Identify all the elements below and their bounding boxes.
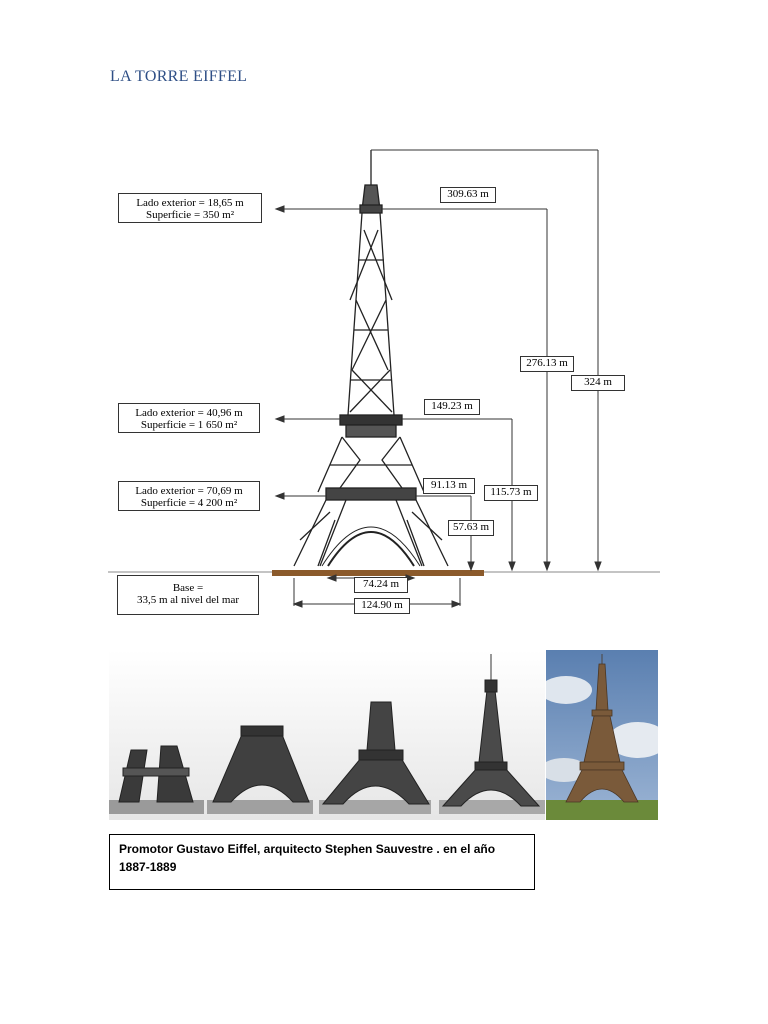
- dim-third-height: 276.13 m: [520, 356, 574, 372]
- info-base-line1: Base =: [172, 582, 204, 594]
- info-box-second: [118, 403, 260, 433]
- dim-arch-span: 74.24 m: [354, 577, 408, 593]
- eiffel-color-photo: [546, 650, 658, 820]
- caption-line2: 1887-1889: [119, 860, 177, 874]
- info-base-line2: 33,5 m al nivel del mar: [136, 594, 240, 606]
- caption-line1: Promotor Gustavo Eiffel, arquitecto Stephen Sauvestre . en el año: [119, 842, 496, 856]
- info-second-line1: Lado exterior = 40,96 m: [135, 407, 243, 419]
- info-first-line1: Lado exterior = 70,69 m: [135, 485, 243, 497]
- info-box-top: [118, 193, 262, 223]
- caption-box: [109, 834, 535, 890]
- info-box-first: [118, 481, 260, 511]
- dim-first-platform: 91.13 m: [423, 478, 475, 494]
- info-first-line2: Superficie = 4 200 m²: [140, 497, 238, 509]
- dim-base-width: 124.90 m: [354, 598, 410, 614]
- dim-total-height: 324 m: [571, 375, 625, 391]
- info-box-base: [117, 575, 259, 615]
- info-top-line2: Superficie = 350 m²: [145, 209, 234, 221]
- page-title: LA TORRE EIFFEL: [110, 68, 248, 85]
- dim-second-platform: 149.23 m: [424, 399, 480, 415]
- dim-first-height: 57.63 m: [448, 520, 494, 536]
- dim-top-platform: 309.63 m: [440, 187, 496, 203]
- info-second-line2: Superficie = 1 650 m²: [140, 419, 238, 431]
- tower-structure: [294, 150, 448, 566]
- construction-photos: [109, 650, 545, 820]
- base-slab: [272, 570, 484, 576]
- dim-second-height: 115.73 m: [484, 485, 538, 501]
- info-top-line1: Lado exterior = 18,65 m: [136, 197, 244, 209]
